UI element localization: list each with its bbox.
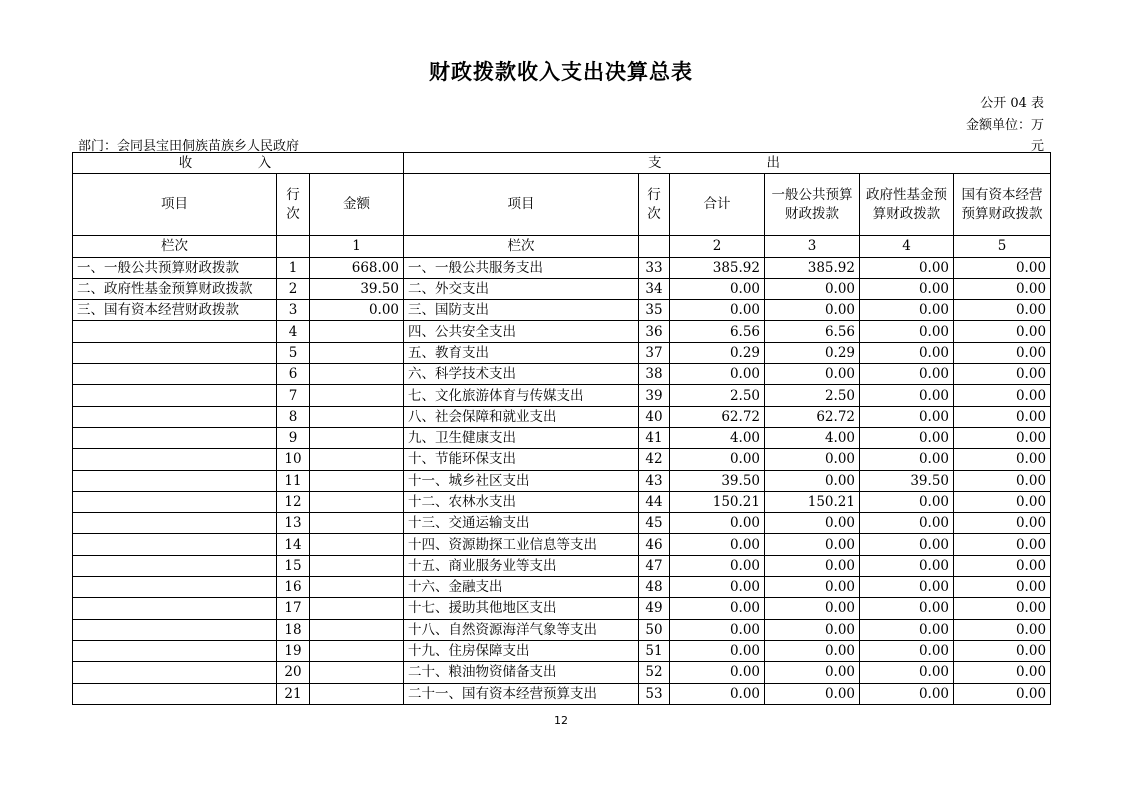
expense-item-cell: 七、文化旅游体育与传媒支出 [404, 385, 639, 406]
column-number-1: 1 [310, 236, 404, 257]
general-budget-cell: 0.29 [765, 342, 860, 363]
income-item-cell [73, 321, 277, 342]
state-capital-cell: 0.00 [954, 427, 1051, 448]
table-body [73, 257, 1051, 704]
total-cell: 0.00 [670, 555, 765, 576]
expense-line-no-header: 行次 [639, 174, 670, 236]
expense-item-cell: 十六、金融支出 [404, 577, 639, 598]
gov-fund-cell: 0.00 [860, 257, 954, 278]
expense-line-no-cell: 41 [639, 427, 670, 448]
income-amount-cell [310, 342, 404, 363]
general-budget-cell: 0.00 [765, 470, 860, 491]
income-item-cell [73, 640, 277, 661]
gov-fund-cell: 0.00 [860, 385, 954, 406]
general-budget-cell: 0.00 [765, 598, 860, 619]
income-item-cell [73, 364, 277, 385]
table-row [73, 662, 1051, 683]
table-row [73, 342, 1051, 363]
income-item-cell [73, 470, 277, 491]
income-line-no-cell: 15 [277, 555, 310, 576]
income-amount-cell [310, 321, 404, 342]
table-row [73, 598, 1051, 619]
income-line-no-cell: 3 [277, 300, 310, 321]
income-item-cell [73, 491, 277, 512]
expense-line-no-cell: 39 [639, 385, 670, 406]
table-row [73, 427, 1051, 448]
income-amount-cell [310, 598, 404, 619]
gov-fund-cell: 0.00 [860, 449, 954, 470]
general-budget-cell: 0.00 [765, 619, 860, 640]
expense-line-no-cell: 50 [639, 619, 670, 640]
table-row [73, 278, 1051, 299]
income-item-cell [73, 513, 277, 534]
state-capital-cell: 0.00 [954, 555, 1051, 576]
expense-line-no-cell: 43 [639, 470, 670, 491]
page-title: 财政拨款收入支出决算总表 [429, 60, 693, 84]
state-capital-cell: 0.00 [954, 406, 1051, 427]
income-item-cell [73, 534, 277, 555]
general-budget-cell: 0.00 [765, 577, 860, 598]
total-header: 合计 [670, 174, 765, 236]
table-row [73, 513, 1051, 534]
amount-unit: 金额单位：万 [965, 118, 1044, 133]
income-item-cell [73, 555, 277, 576]
total-cell: 0.00 [670, 364, 765, 385]
expense-item-cell: 十二、农林水支出 [404, 491, 639, 512]
expense-line-no-cell: 40 [639, 406, 670, 427]
state-capital-cell: 0.00 [954, 300, 1051, 321]
general-budget-cell: 385.92 [765, 257, 860, 278]
page-number: 12 [554, 714, 568, 727]
income-item-cell [73, 342, 277, 363]
state-capital-cell: 0.00 [954, 364, 1051, 385]
income-line-no-cell: 7 [277, 385, 310, 406]
table-row [73, 555, 1051, 576]
income-item-cell: 二、政府性基金预算财政拨款 [73, 278, 277, 299]
income-line-no-cell: 11 [277, 470, 310, 491]
expense-item-cell: 二十一、国有资本经营预算支出 [404, 683, 639, 704]
income-amount-cell [310, 427, 404, 448]
expense-item-header: 项目 [404, 174, 639, 236]
general-budget-cell: 4.00 [765, 427, 860, 448]
total-cell: 0.29 [670, 342, 765, 363]
column-number-5: 5 [954, 236, 1051, 257]
income-item-cell: 三、国有资本经营财政拨款 [73, 300, 277, 321]
expense-item-cell: 十四、资源勘探工业信息等支出 [404, 534, 639, 555]
gov-fund-cell: 0.00 [860, 662, 954, 683]
income-line-no-cell: 19 [277, 640, 310, 661]
income-line-no-cell: 17 [277, 598, 310, 619]
general-budget-cell: 0.00 [765, 662, 860, 683]
income-line-no-cell: 16 [277, 577, 310, 598]
income-line-no-cell: 13 [277, 513, 310, 534]
state-capital-cell: 0.00 [954, 321, 1051, 342]
gov-fund-cell: 0.00 [860, 640, 954, 661]
state-capital-cell: 0.00 [954, 385, 1051, 406]
total-cell: 62.72 [670, 406, 765, 427]
gov-fund-cell: 0.00 [860, 427, 954, 448]
general-budget-cell: 62.72 [765, 406, 860, 427]
column-number-3: 3 [765, 236, 860, 257]
gov-fund-cell: 0.00 [860, 513, 954, 534]
table-row [73, 385, 1051, 406]
income-line-no-cell: 5 [277, 342, 310, 363]
income-line-no-header: 行次 [277, 174, 310, 236]
section-header-row [73, 153, 1051, 174]
general-budget-cell: 150.21 [765, 491, 860, 512]
budget-summary-table [72, 152, 1051, 705]
expense-item-cell: 十五、商业服务业等支出 [404, 555, 639, 576]
total-cell: 385.92 [670, 257, 765, 278]
income-item-cell [73, 577, 277, 598]
expense-line-no-cell: 44 [639, 491, 670, 512]
table-row [73, 449, 1051, 470]
income-line-no-cell: 6 [277, 364, 310, 385]
total-cell: 150.21 [670, 491, 765, 512]
income-amount-cell: 668.00 [310, 257, 404, 278]
general-budget-cell: 0.00 [765, 683, 860, 704]
income-item-cell [73, 385, 277, 406]
general-budget-cell: 2.50 [765, 385, 860, 406]
table-row [73, 300, 1051, 321]
table-row [73, 534, 1051, 555]
expense-line-no-cell: 35 [639, 300, 670, 321]
income-item-cell [73, 683, 277, 704]
state-capital-cell: 0.00 [954, 257, 1051, 278]
table-row [73, 470, 1051, 491]
expense-item-cell: 二、外交支出 [404, 278, 639, 299]
expense-line-no-cell: 46 [639, 534, 670, 555]
state-capital-cell: 0.00 [954, 534, 1051, 555]
table-row [73, 321, 1051, 342]
income-item-cell: 一、一般公共预算财政拨款 [73, 257, 277, 278]
expense-item-cell: 六、科学技术支出 [404, 364, 639, 385]
total-cell: 0.00 [670, 449, 765, 470]
total-cell: 0.00 [670, 278, 765, 299]
state-capital-cell: 0.00 [954, 342, 1051, 363]
income-line-no-cell: 2 [277, 278, 310, 299]
table-row [73, 683, 1051, 704]
income-line-no-cell: 21 [277, 683, 310, 704]
expense-item-cell: 九、卫生健康支出 [404, 427, 639, 448]
income-amount-cell: 39.50 [310, 278, 404, 299]
income-item-cell [73, 598, 277, 619]
expense-line-no-cell: 51 [639, 640, 670, 661]
gov-fund-header: 政府性基金预算财政拨款 [860, 174, 954, 236]
general-budget-cell: 0.00 [765, 300, 860, 321]
gov-fund-cell: 0.00 [860, 598, 954, 619]
general-budget-cell: 0.00 [765, 449, 860, 470]
column-number-4: 4 [860, 236, 954, 257]
state-capital-cell: 0.00 [954, 619, 1051, 640]
total-cell: 0.00 [670, 513, 765, 534]
income-line-no-cell: 8 [277, 406, 310, 427]
total-cell: 0.00 [670, 577, 765, 598]
column-number-2: 2 [670, 236, 765, 257]
table-row [73, 364, 1051, 385]
income-item-cell [73, 406, 277, 427]
gov-fund-cell: 0.00 [860, 491, 954, 512]
income-item-cell [73, 427, 277, 448]
general-budget-cell: 0.00 [765, 364, 860, 385]
column-header-row [73, 174, 1051, 236]
table-row [73, 257, 1051, 278]
income-line-no-cell: 10 [277, 449, 310, 470]
income-line-no-cell: 20 [277, 662, 310, 683]
state-capital-cell: 0.00 [954, 662, 1051, 683]
expense-line-no-cell: 49 [639, 598, 670, 619]
income-amount-cell [310, 449, 404, 470]
income-item-cell [73, 662, 277, 683]
expense-line-no-cell: 48 [639, 577, 670, 598]
total-cell: 6.56 [670, 321, 765, 342]
amount-unit-continued: 元 [1030, 139, 1044, 154]
expense-line-no-cell: 36 [639, 321, 670, 342]
general-budget-cell: 0.00 [765, 640, 860, 661]
state-capital-cell: 0.00 [954, 278, 1051, 299]
total-cell: 4.00 [670, 427, 765, 448]
state-capital-cell: 0.00 [954, 470, 1051, 491]
state-capital-cell: 0.00 [954, 513, 1051, 534]
expense-item-cell: 十三、交通运输支出 [404, 513, 639, 534]
income-amount-cell [310, 364, 404, 385]
expense-item-cell: 五、教育支出 [404, 342, 639, 363]
total-cell: 0.00 [670, 619, 765, 640]
gov-fund-cell: 0.00 [860, 683, 954, 704]
income-line-no-blank [277, 236, 310, 257]
expense-item-cell: 十一、城乡社区支出 [404, 470, 639, 491]
expense-line-no-cell: 53 [639, 683, 670, 704]
income-column-label: 栏次 [73, 236, 277, 257]
income-amount-cell [310, 619, 404, 640]
general-budget-cell: 0.00 [765, 555, 860, 576]
income-item-cell [73, 619, 277, 640]
table-row [73, 640, 1051, 661]
total-cell: 0.00 [670, 683, 765, 704]
income-amount-cell [310, 640, 404, 661]
expense-item-cell: 一、一般公共服务支出 [404, 257, 639, 278]
expense-item-cell: 十九、住房保障支出 [404, 640, 639, 661]
gov-fund-cell: 0.00 [860, 555, 954, 576]
income-line-no-cell: 12 [277, 491, 310, 512]
expense-line-no-cell: 34 [639, 278, 670, 299]
expense-line-no-cell: 33 [639, 257, 670, 278]
income-amount-header: 金额 [310, 174, 404, 236]
income-amount-cell [310, 555, 404, 576]
table-row [73, 577, 1051, 598]
income-amount-cell: 0.00 [310, 300, 404, 321]
total-cell: 0.00 [670, 300, 765, 321]
expense-column-label: 栏次 [404, 236, 639, 257]
income-amount-cell [310, 683, 404, 704]
column-number-row [73, 236, 1051, 257]
income-amount-cell [310, 534, 404, 555]
table-row [73, 406, 1051, 427]
gov-fund-cell: 39.50 [860, 470, 954, 491]
total-cell: 0.00 [670, 662, 765, 683]
expense-line-no-cell: 38 [639, 364, 670, 385]
gov-fund-cell: 0.00 [860, 577, 954, 598]
expense-item-cell: 三、国防支出 [404, 300, 639, 321]
general-budget-cell: 0.00 [765, 278, 860, 299]
expense-item-cell: 十、节能环保支出 [404, 449, 639, 470]
expense-section-header: 支 出 [404, 153, 1051, 174]
expense-item-cell: 八、社会保障和就业支出 [404, 406, 639, 427]
state-capital-cell: 0.00 [954, 640, 1051, 661]
state-capital-cell: 0.00 [954, 491, 1051, 512]
gov-fund-cell: 0.00 [860, 321, 954, 342]
gov-fund-cell: 0.00 [860, 406, 954, 427]
income-line-no-cell: 14 [277, 534, 310, 555]
gov-fund-cell: 0.00 [860, 278, 954, 299]
expense-line-no-cell: 42 [639, 449, 670, 470]
income-amount-cell [310, 385, 404, 406]
total-cell: 2.50 [670, 385, 765, 406]
income-amount-cell [310, 470, 404, 491]
expense-line-no-blank [639, 236, 670, 257]
table-row [73, 619, 1051, 640]
total-cell: 0.00 [670, 534, 765, 555]
state-capital-cell: 0.00 [954, 577, 1051, 598]
general-budget-cell: 6.56 [765, 321, 860, 342]
total-cell: 0.00 [670, 598, 765, 619]
expense-item-cell: 十七、援助其他地区支出 [404, 598, 639, 619]
income-amount-cell [310, 491, 404, 512]
state-capital-cell: 0.00 [954, 598, 1051, 619]
income-line-no-cell: 9 [277, 427, 310, 448]
department-label: 部门：会同县宝田侗族苗族乡人民政府 [78, 139, 300, 154]
income-section-header: 收 入 [73, 153, 404, 174]
general-budget-cell: 0.00 [765, 534, 860, 555]
income-amount-cell [310, 406, 404, 427]
state-capital-cell: 0.00 [954, 683, 1051, 704]
total-cell: 39.50 [670, 470, 765, 491]
gov-fund-cell: 0.00 [860, 300, 954, 321]
expense-line-no-cell: 52 [639, 662, 670, 683]
state-capital-header: 国有资本经营预算财政拨款 [954, 174, 1051, 236]
income-amount-cell [310, 513, 404, 534]
general-budget-cell: 0.00 [765, 513, 860, 534]
general-budget-header: 一般公共预算财政拨款 [765, 174, 860, 236]
income-line-no-cell: 4 [277, 321, 310, 342]
income-amount-cell [310, 577, 404, 598]
expense-item-cell: 四、公共安全支出 [404, 321, 639, 342]
state-capital-cell: 0.00 [954, 449, 1051, 470]
income-line-no-cell: 18 [277, 619, 310, 640]
income-line-no-cell: 1 [277, 257, 310, 278]
income-item-header: 项目 [73, 174, 277, 236]
expense-item-cell: 十八、自然资源海洋气象等支出 [404, 619, 639, 640]
expense-line-no-cell: 45 [639, 513, 670, 534]
gov-fund-cell: 0.00 [860, 364, 954, 385]
gov-fund-cell: 0.00 [860, 534, 954, 555]
form-number: 公开 04 表 [980, 96, 1044, 111]
expense-item-cell: 二十、粮油物资储备支出 [404, 662, 639, 683]
table-row [73, 491, 1051, 512]
expense-line-no-cell: 47 [639, 555, 670, 576]
gov-fund-cell: 0.00 [860, 342, 954, 363]
total-cell: 0.00 [670, 640, 765, 661]
expense-line-no-cell: 37 [639, 342, 670, 363]
gov-fund-cell: 0.00 [860, 619, 954, 640]
income-item-cell [73, 449, 277, 470]
income-amount-cell [310, 662, 404, 683]
